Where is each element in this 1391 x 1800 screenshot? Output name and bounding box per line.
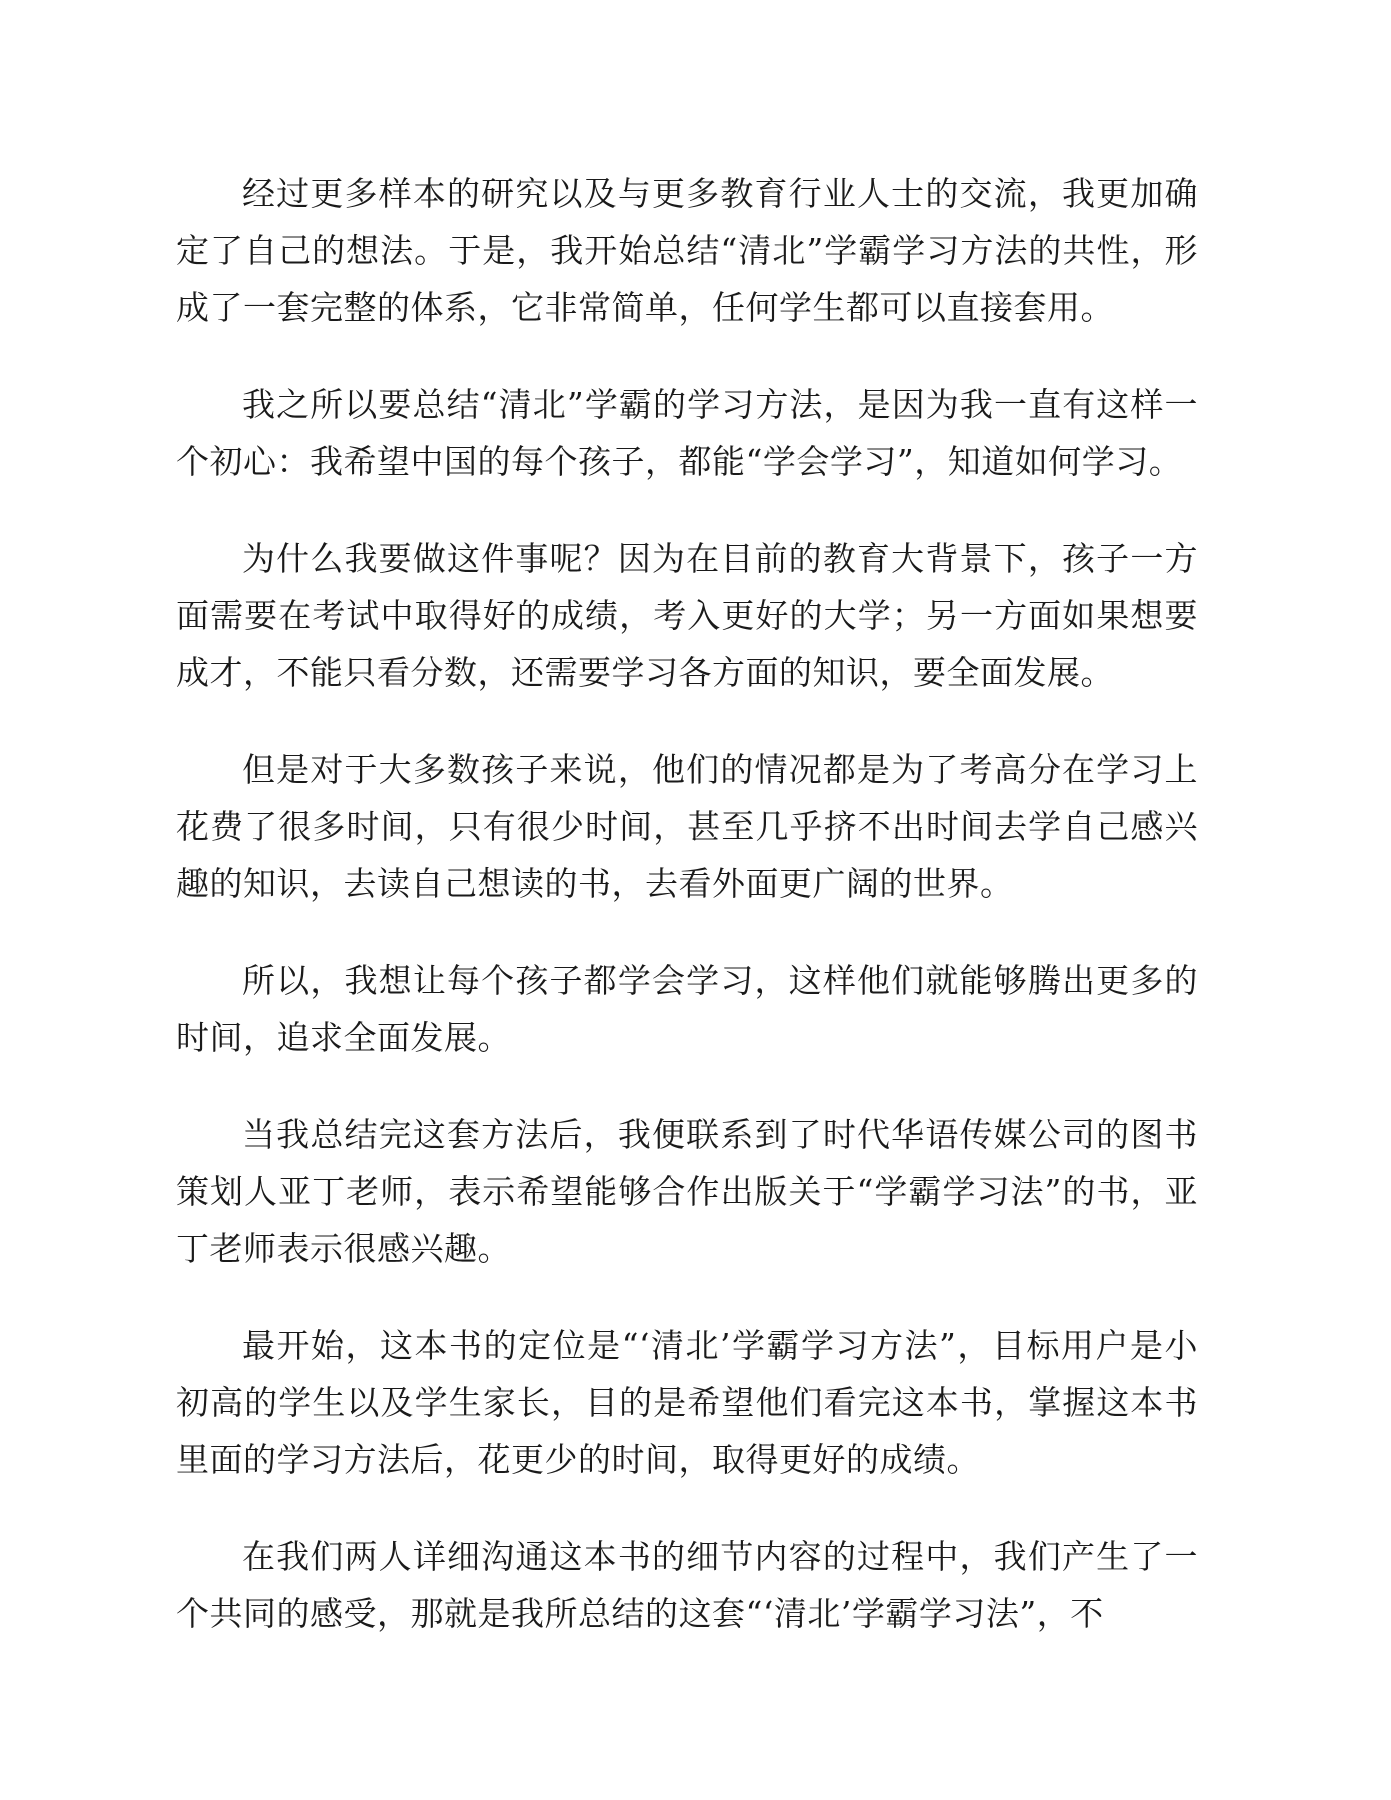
paragraph-5: 所以，我想让每个孩子都学会学习，这样他们就能够腾出更多的时间，追求全面发展。 — [176, 961, 1198, 1057]
paragraph-1: 经过更多样本的研究以及与更多教育行业人士的交流，我更加确定了自己的想法。于是，我开始总结“清北”学霸学习方法的共性，形成了一套完整的体系，它非常简单，任何学生都可以直接套用。 — [176, 174, 1198, 327]
paragraph-7: 最开始，这本书的定位是“‘清北’学霸学习方法”，目标用户是小初高的学生以及学生家长，目的是希望他们看完这本书，掌握这本书里面的学习方法后，花更少的时间，取得更好的成绩。 — [176, 1326, 1198, 1479]
paragraph-6: 当我总结完这套方法后，我便联系到了时代华语传媒公司的图书策划人亚丁老师，表示希望能够合作出版关于“学霸学习法”的书，亚丁老师表示很感兴趣。 — [176, 1115, 1198, 1268]
paragraph-2: 我之所以要总结“清北”学霸的学习方法，是因为我一直有这样一个初心：我希望中国的每个孩子，都能“学会学习”，知道如何学习。 — [176, 385, 1198, 481]
document-page — [176, 165, 1198, 1682]
paragraph-3: 为什么我要做这件事呢？因为在目前的教育大背景下，孩子一方面需要在考试中取得好的成绩，考入更好的大学；另一方面如果想要成才，不能只看分数，还需要学习各方面的知识，要全面发展。 — [176, 539, 1198, 692]
paragraph-8: 在我们两人详细沟通这本书的细节内容的过程中，我们产生了一个共同的感受，那就是我所总结的这套“‘清北’学霸学习法”，不 — [176, 1537, 1198, 1633]
paragraph-4: 但是对于大多数孩子来说，他们的情况都是为了考高分在学习上花费了很多时间，只有很少时间，甚至几乎挤不出时间去学自己感兴趣的知识，去读自己想读的书，去看外面更广阔的世界。 — [176, 750, 1198, 903]
